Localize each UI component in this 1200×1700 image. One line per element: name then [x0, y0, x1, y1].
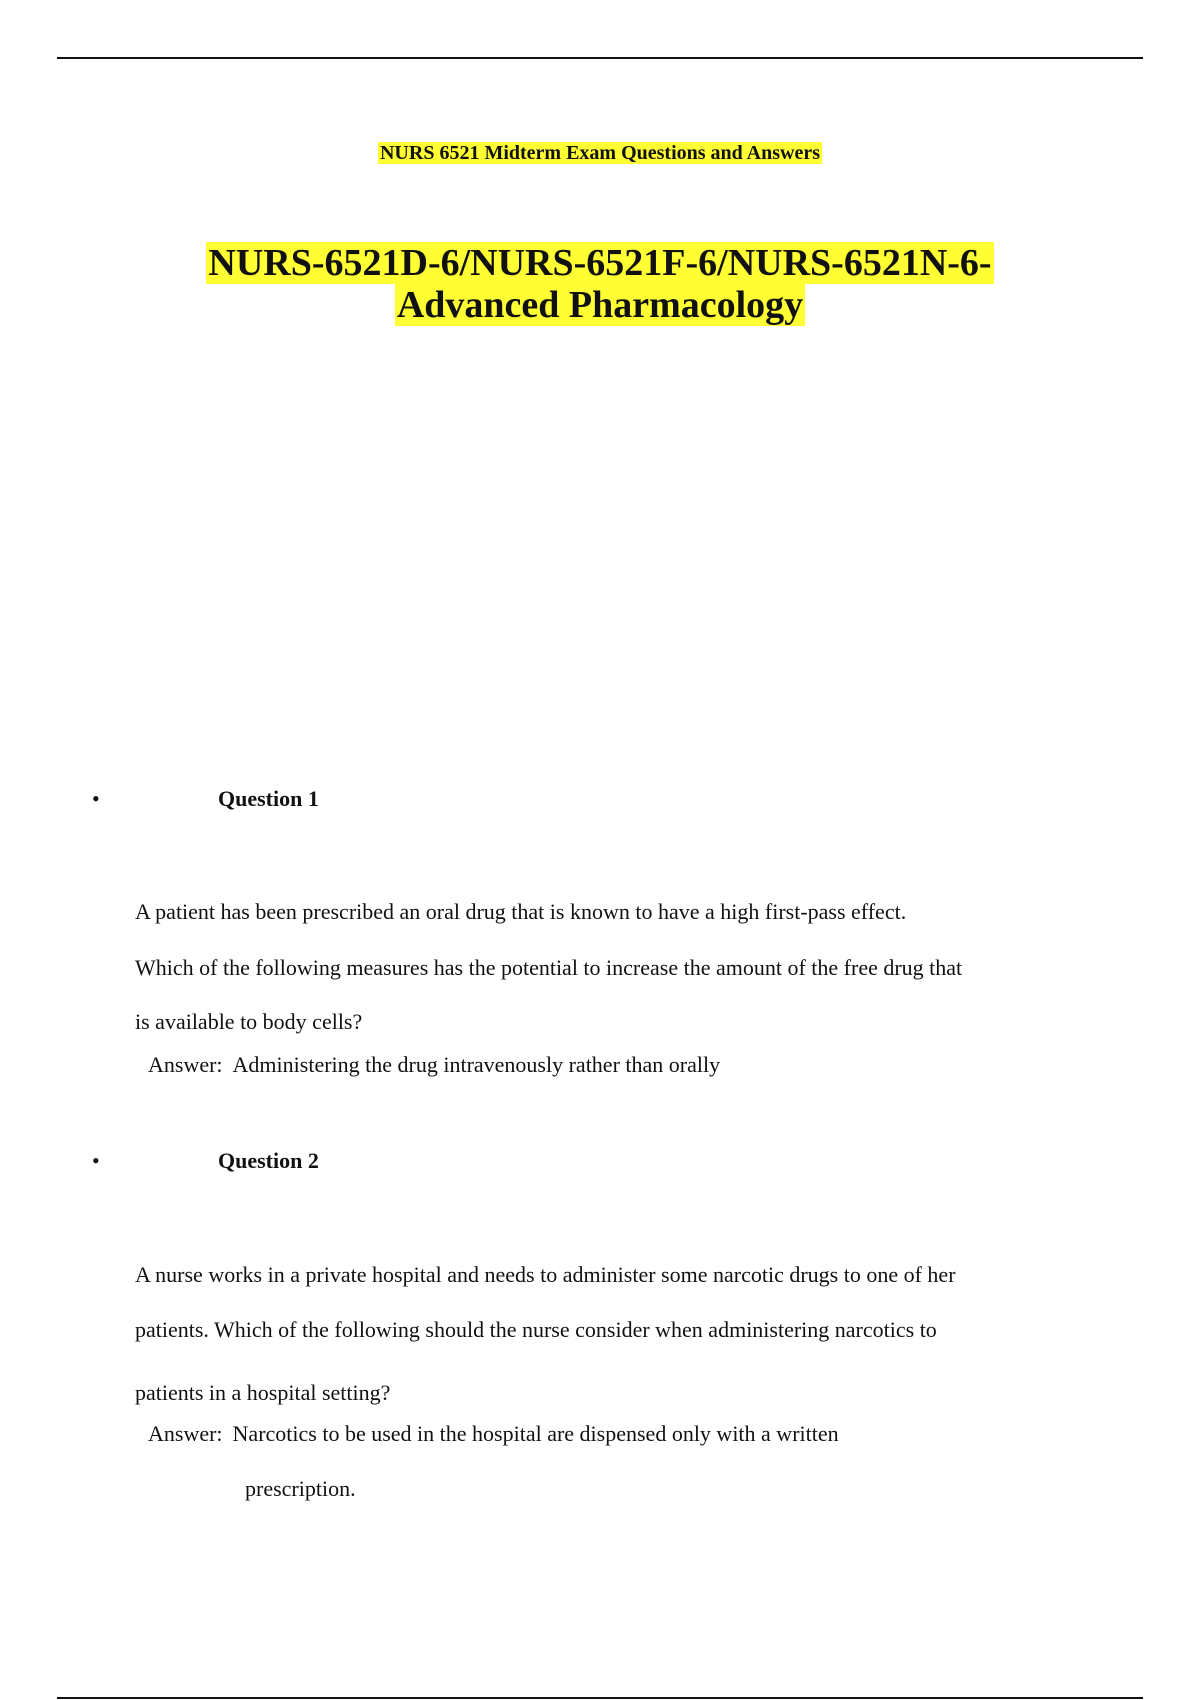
question-2-answer-continuation: prescription. — [245, 1476, 356, 1501]
question-1-bullet: • — [92, 786, 100, 811]
subtitle-highlight: NURS 6521 Midterm Exam Questions and Answers — [379, 142, 821, 164]
question-2-answer-label: Answer: — [148, 1421, 223, 1446]
question-1-text-line-1: A patient has been prescribed an oral drug that is known to have a high first-pass effect. — [135, 899, 907, 924]
bottom-rule — [57, 1697, 1143, 1699]
question-2-bullet: • — [92, 1148, 100, 1173]
title-line-2: Advanced Pharmacology — [396, 284, 804, 326]
question-2-text-line-1: A nurse works in a private hospital and needs to administer some narcotic drugs to one of her — [135, 1262, 956, 1287]
question-2-text-line-3: patients in a hospital setting? — [135, 1380, 391, 1405]
document-title — [0, 242, 1200, 326]
question-1-text-line-3: is available to body cells? — [135, 1009, 363, 1034]
question-1-answer — [148, 1052, 720, 1078]
question-1-answer-label: Answer: — [148, 1052, 223, 1077]
question-1-heading: Question 1 — [218, 786, 319, 811]
title-line-1: NURS-6521D-6/NURS-6521F-6/NURS-6521N-6- — [208, 242, 992, 284]
question-1-answer-text: Administering the drug intravenously rather than orally — [232, 1052, 721, 1077]
top-rule — [57, 57, 1143, 59]
document-subtitle — [0, 140, 1200, 166]
question-2-answer-text: Narcotics to be used in the hospital are dispensed only with a written — [232, 1421, 839, 1446]
question-2-text-line-2: patients. Which of the following should the nurse consider when administering narcotics to — [135, 1317, 937, 1342]
question-2-heading: Question 2 — [218, 1148, 319, 1173]
question-1-text-line-2: Which of the following measures has the potential to increase the amount of the free drug that — [135, 955, 963, 980]
question-2-answer — [148, 1421, 839, 1447]
